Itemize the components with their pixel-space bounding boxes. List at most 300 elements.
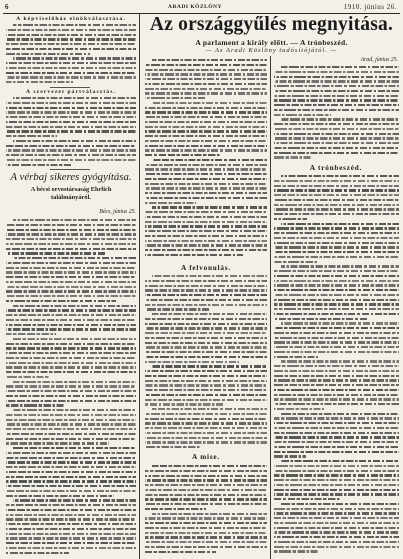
text-line (274, 432, 399, 434)
text-line (6, 514, 136, 516)
text-line (145, 342, 267, 344)
text-line (6, 53, 90, 55)
page-number: 6 (5, 3, 9, 11)
text-line (274, 508, 399, 510)
text-line (145, 249, 267, 251)
text-line (145, 289, 267, 291)
text-line (145, 280, 267, 282)
text-line (6, 433, 136, 435)
text-line (145, 240, 267, 242)
text-line (281, 265, 399, 267)
text-line (274, 546, 399, 548)
text-line (274, 451, 399, 453)
article-body-text (145, 58, 267, 258)
text-line (6, 480, 136, 482)
text-line (281, 413, 399, 415)
text-line (152, 465, 267, 467)
text-line (145, 498, 267, 500)
text-line (274, 470, 399, 472)
text-line (6, 400, 136, 402)
text-line (13, 499, 136, 501)
text-line (13, 97, 136, 99)
text-line (6, 238, 136, 240)
text-line (274, 109, 399, 111)
text-line (145, 536, 267, 538)
text-line (274, 270, 399, 272)
text-line (6, 495, 114, 497)
text-line (274, 189, 399, 191)
text-line (6, 357, 136, 359)
text-line (274, 365, 399, 367)
text-line (6, 518, 136, 520)
text-line (281, 322, 399, 324)
text-line (6, 276, 136, 278)
main-byline: — Az Aradi Közlöny tudósítójától. — (205, 47, 338, 54)
text-line (145, 211, 267, 213)
text-line (6, 102, 136, 104)
section-heading: A trónbeszéd. (309, 164, 363, 172)
text-line (6, 328, 136, 330)
text-line (6, 314, 136, 316)
text-line (274, 185, 399, 187)
text-line (274, 479, 399, 481)
text-line (6, 34, 136, 36)
text-line (6, 309, 136, 311)
text-line (281, 118, 399, 120)
text-line (145, 446, 200, 448)
text-line (281, 503, 399, 505)
text-line (6, 38, 136, 40)
text-line (274, 256, 399, 258)
text-line (145, 299, 267, 301)
text-line (274, 199, 399, 201)
text-line (145, 225, 267, 227)
text-line (145, 380, 267, 382)
text-line (13, 257, 136, 259)
text-line (274, 484, 399, 486)
main-headline: Az országgyűlés megnyitása. (149, 14, 394, 35)
text-line (145, 418, 267, 420)
text-line (6, 135, 57, 137)
text-line (6, 509, 136, 511)
text-line (145, 88, 267, 90)
text-line (13, 447, 136, 449)
text-line (6, 366, 136, 368)
text-line (145, 197, 267, 199)
text-line (145, 304, 267, 306)
text-line (274, 398, 399, 400)
text-line (6, 67, 136, 69)
text-line (274, 536, 399, 538)
text-line (6, 224, 136, 226)
text-line (145, 92, 267, 94)
text-line (6, 419, 136, 421)
text-line (6, 81, 73, 83)
text-line (145, 244, 267, 246)
text-line (6, 442, 109, 444)
text-line (6, 490, 136, 492)
text-line (145, 527, 267, 529)
text-line (145, 437, 267, 439)
text-line (145, 551, 216, 553)
article-subtitle: A bécsi orvostársaság Ehrlich találmányáról. (30, 186, 112, 201)
text-line (274, 474, 399, 476)
text-line (6, 107, 136, 109)
text-line (274, 227, 399, 229)
text-line (6, 262, 136, 264)
text-line (145, 145, 267, 147)
text-line (274, 493, 399, 495)
text-line (6, 300, 116, 302)
text-line (6, 385, 136, 387)
text-line (145, 97, 205, 99)
text-line (274, 465, 399, 467)
text-line (274, 422, 399, 424)
text-line (6, 243, 136, 245)
text-line (145, 356, 267, 358)
text-line (274, 489, 399, 491)
text-line (6, 333, 56, 335)
text-line (274, 123, 399, 125)
text-line (274, 152, 399, 154)
text-line (274, 76, 399, 78)
text-line (6, 252, 105, 254)
text-line (6, 116, 136, 118)
text-line (274, 242, 399, 244)
article-body-text (145, 464, 267, 555)
text-line (152, 365, 267, 367)
text-line (13, 219, 136, 221)
text-line (274, 441, 399, 443)
text-line (145, 83, 267, 85)
text-line (6, 542, 136, 544)
text-line (6, 461, 136, 463)
article-body-text (274, 65, 399, 160)
column-divider (139, 14, 140, 559)
text-line (274, 531, 399, 533)
article-dateline: Arad, június 25. (360, 57, 398, 63)
text-line (13, 409, 136, 411)
text-line (274, 156, 312, 158)
text-line (274, 417, 399, 419)
text-line (274, 384, 399, 386)
text-line (274, 289, 399, 291)
text-line (274, 294, 399, 296)
text-line (6, 29, 136, 31)
column-divider (270, 56, 271, 559)
text-line (6, 72, 136, 74)
text-line (145, 230, 267, 232)
text-line (6, 48, 136, 50)
text-line (6, 229, 136, 231)
text-line (274, 522, 399, 524)
text-line (274, 137, 399, 139)
text-line (274, 498, 341, 500)
text-line (274, 180, 399, 182)
text-line (145, 192, 267, 194)
text-line (145, 111, 267, 113)
text-line (145, 479, 267, 481)
text-line (13, 57, 136, 59)
masthead-title: ARADI KÖZLÖNY (167, 4, 223, 10)
text-line (274, 403, 399, 405)
article-body-text (6, 23, 136, 85)
text-line (274, 527, 399, 529)
text-line (145, 168, 267, 170)
text-line (145, 323, 267, 325)
text-line (274, 327, 399, 329)
article-separator (50, 169, 90, 170)
main-subheadline: A parlament a király előtt. — A trónbeszéd. (195, 38, 348, 47)
text-line (274, 436, 399, 438)
text-line (274, 208, 399, 210)
text-line (145, 375, 267, 377)
text-line (145, 235, 267, 237)
text-line (281, 223, 399, 225)
text-line (6, 504, 136, 506)
text-line (152, 59, 267, 61)
article-heading: A szervezet pártválasztás. (26, 89, 116, 95)
text-line (145, 489, 267, 491)
text-line (274, 284, 399, 286)
text-line (6, 428, 136, 430)
text-line (6, 466, 136, 468)
text-line (145, 221, 267, 223)
text-line (274, 346, 399, 348)
text-line (13, 140, 136, 142)
text-line (145, 173, 267, 175)
text-line (274, 213, 399, 215)
text-line (145, 64, 267, 66)
text-line (274, 251, 399, 253)
text-line (13, 381, 136, 383)
text-line (6, 390, 136, 392)
text-line (274, 237, 399, 239)
text-line (145, 254, 243, 256)
text-line (6, 267, 136, 269)
text-line (274, 356, 318, 358)
text-line (145, 69, 267, 71)
text-line (145, 294, 267, 296)
text-line (145, 422, 267, 424)
text-line (274, 299, 399, 301)
text-line (6, 533, 136, 535)
text-line (274, 85, 399, 87)
text-line (6, 528, 136, 530)
text-line (274, 246, 399, 248)
text-line (145, 384, 267, 386)
text-line (145, 427, 267, 429)
text-line (274, 303, 399, 305)
text-line (145, 107, 267, 109)
text-line (145, 135, 267, 137)
text-line (281, 175, 399, 177)
text-line (145, 121, 267, 123)
text-line (6, 395, 136, 397)
text-line (6, 154, 136, 156)
text-line (145, 116, 267, 118)
text-line (274, 517, 399, 519)
text-line (274, 275, 399, 277)
section-heading: A felvonulás. (181, 264, 231, 272)
text-line (145, 202, 196, 204)
text-line (145, 332, 267, 334)
text-line (145, 346, 267, 348)
text-line (274, 194, 399, 196)
text-line (6, 164, 71, 166)
text-line (6, 271, 136, 273)
text-line (13, 338, 136, 340)
article-title: A vérbaj sikeres gyógyítása. (10, 171, 132, 183)
article-heading: A képviselőház elnökválasztása. (16, 16, 126, 22)
text-line (274, 261, 318, 263)
text-line (6, 362, 136, 364)
text-line (6, 286, 136, 288)
text-line (6, 319, 136, 321)
text-line (6, 121, 136, 123)
text-line (6, 423, 136, 425)
section-heading: A mise. (192, 453, 220, 461)
text-line (145, 130, 267, 132)
text-line (145, 126, 267, 128)
text-line (145, 394, 267, 396)
text-line (274, 99, 399, 101)
text-line (145, 470, 267, 472)
text-line (145, 522, 267, 524)
text-line (6, 145, 136, 147)
text-line (152, 513, 267, 515)
text-line (274, 370, 399, 372)
text-line (152, 275, 267, 277)
text-line (145, 494, 267, 496)
text-line (274, 114, 331, 116)
text-line (6, 324, 136, 326)
text-line (6, 233, 136, 235)
text-line (6, 552, 69, 554)
text-line (6, 295, 136, 297)
text-line (274, 318, 368, 320)
text-line (145, 73, 267, 75)
text-line (6, 438, 136, 440)
text-line (152, 206, 267, 208)
text-line (6, 537, 136, 539)
text-line (6, 43, 136, 45)
text-line (274, 337, 399, 339)
header-date: 1910. június 26. (343, 3, 397, 11)
text-line (145, 178, 267, 180)
text-line (145, 337, 267, 339)
text-line (274, 394, 399, 396)
text-line (274, 280, 399, 282)
text-line (6, 452, 136, 454)
text-line (145, 389, 267, 391)
text-line (6, 126, 136, 128)
text-line (145, 475, 267, 477)
text-line (145, 361, 239, 363)
text-line (274, 512, 399, 514)
text-line (6, 76, 136, 78)
text-line (152, 102, 267, 104)
text-line (6, 523, 136, 525)
text-line (145, 78, 267, 80)
text-line (274, 232, 399, 234)
text-line (6, 343, 136, 345)
text-line (145, 187, 267, 189)
text-line (145, 327, 267, 329)
text-line (145, 432, 267, 434)
text-line (6, 111, 136, 113)
text-line (145, 318, 267, 320)
text-line (274, 204, 399, 206)
text-line (6, 414, 136, 416)
text-line (145, 541, 267, 543)
text-line (152, 313, 267, 315)
text-line (145, 183, 267, 185)
text-line (281, 66, 399, 68)
text-line (6, 471, 136, 473)
text-line (145, 308, 209, 310)
text-line (274, 147, 399, 149)
text-line (145, 441, 267, 443)
text-line (152, 408, 267, 410)
text-line (152, 159, 267, 161)
text-line (6, 547, 136, 549)
text-line (274, 128, 399, 130)
text-line (274, 308, 399, 310)
text-line (274, 455, 306, 457)
text-line (6, 485, 136, 487)
text-line (145, 154, 221, 156)
text-line (145, 532, 267, 534)
text-line (145, 149, 267, 151)
text-line (274, 541, 399, 543)
text-line (145, 285, 267, 287)
article-dateline: Bécs, június 25. (99, 209, 136, 215)
text-line (6, 290, 136, 292)
text-line (13, 305, 136, 307)
article-body-text (145, 274, 267, 450)
text-line (281, 360, 399, 362)
text-line (274, 389, 399, 391)
article-separator (50, 87, 90, 88)
text-line (6, 159, 136, 161)
text-line (145, 413, 267, 415)
text-line (274, 375, 399, 377)
text-line (274, 142, 399, 144)
text-line (145, 351, 267, 353)
text-line (6, 149, 136, 151)
text-line (274, 446, 399, 448)
text-line (274, 379, 399, 381)
text-line (274, 104, 399, 106)
text-line (6, 347, 136, 349)
text-line (145, 546, 267, 548)
text-line (145, 403, 225, 405)
text-line (6, 281, 136, 283)
article-body-text (6, 218, 136, 556)
text-line (274, 71, 399, 73)
text-line (145, 399, 267, 401)
text-line (145, 216, 267, 218)
text-line (274, 332, 399, 334)
text-line (274, 550, 319, 552)
text-line (274, 313, 399, 315)
text-line (274, 341, 399, 343)
article-body-text (6, 96, 136, 168)
text-line (6, 404, 65, 406)
article-body-text (274, 174, 399, 554)
text-line (6, 130, 136, 132)
